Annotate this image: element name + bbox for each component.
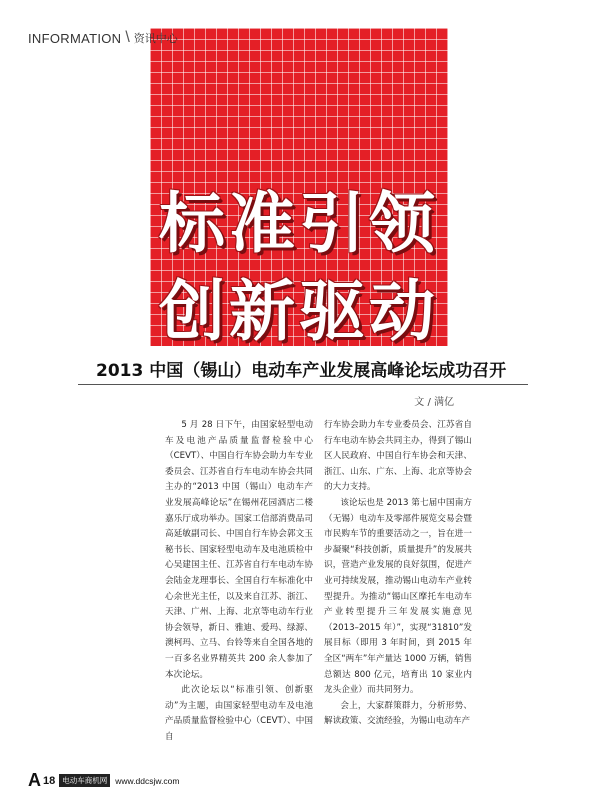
article-subtitle: 2013 中国（锡山）电动车产业发展高峰论坛成功召开 [96, 361, 507, 381]
paragraph: 此次论坛以“标准引领、创新驱动”为主题，由国家轻型电动车及电池产品质量监督检验中心（CEVT）、中国自 [165, 685, 313, 742]
website-link[interactable]: www.ddcsjw.com [115, 775, 180, 786]
paragraph: 该论坛也是 2013 第七届中国南方（无锡）电动车及零部件展览交易会暨市民购车节的重要活动之一，旨在进一步凝聚“科技创新，质量提升”的发展共识，营造产业发展的良好氛围，促进产业可持续发展，推动锡山电动车产业转型提升。为推动“锡山区摩托车电动车产业转型提升三年发展实施意见（2013–2015 年）”，实现“31810”发展目标（即用 3 年时间，到 2015 年全区“两车”年产量达 1000 万辆，销售总额达 800 亿元，培育出 10 家业内龙头企业）而共同努力。 [324, 497, 472, 696]
article-column-1 [165, 418, 313, 745]
section-label-en: INFORMATION [28, 30, 122, 46]
page-footer [28, 770, 180, 791]
paragraph: 会上，大家群策群力，分析形势、解读政策、交流经验，为锡山电动车产 [324, 700, 472, 727]
headline-line-1: 标准引领 [159, 185, 439, 262]
section-separator: \ [125, 29, 130, 46]
article-column-2 [324, 418, 472, 730]
subtitle-rule [78, 384, 528, 385]
section-label-cn: 资讯中心 [133, 32, 178, 45]
section-header [28, 28, 178, 48]
section-letter: A [28, 770, 41, 790]
paragraph: 行车协会助力车专业委员会、江苏省自行车电动车协会共同主办，得到了锡山区人民政府、中国自行车协会和天津、浙江、山东、广东、上海、北京等协会的大力支持。 [324, 420, 472, 493]
paragraph: 5 月 28 日下午，由国家轻型电动车及电池产品质量监督检验中心（CEVT）、中国自行车协会助力车专业委员会、江苏省自行车电动车协会共同主办的“2013 中国（锡山）电动车产业发展高峰论坛”在锡州花园酒店二楼嘉乐厅成功举办。国家工信部消费品司高延敏副司长、中国自行车协会郭文玉秘书长、国家轻型电动车及电池质检中心吴建国主任、江苏省自行车电动车协会陆金龙理事长、全国自行车标准化中心余世光主任，以及来自江苏、浙江、天津、广州、上海、北京等电动车行业协会领导，新日、雅迪、爱玛、绿源、澳柯玛、立马、台铃等来自全国各地的一百多名业界精英共 200 余人参加了本次论坛。 [165, 420, 313, 680]
headline-line-2: 创新驱动 [159, 273, 439, 350]
page-number: 18 [43, 774, 56, 787]
article-author: 文 / 满亿 [414, 397, 454, 408]
magazine-name: 电动车商机网 [59, 774, 110, 787]
